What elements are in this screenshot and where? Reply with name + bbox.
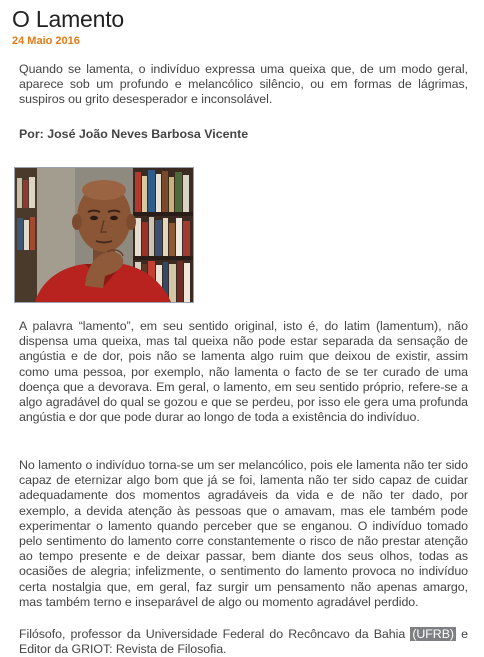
author-note: [19, 627, 468, 657]
post-title: O Lamento: [12, 6, 124, 32]
author-portrait-icon: [15, 168, 193, 302]
author-note-text: Filósofo, professor da Universidade Federal do Recôncavo da Bahia: [19, 627, 411, 641]
byline: Por: José João Neves Barbosa Vicente: [19, 127, 249, 141]
paragraph-2: No lamento o indivíduo torna-se um ser melancólico, pois ele lamenta não ter sido capaz de eternizar algo bom que já se foi, lamenta não ter sido capaz de cuidar adequadamente dos momentos agradáveis da vida e de não ter dado, por exemplo, a devida atenção às pessoas que o amavam, mas ele também pode experimentar o lamento quando perceber que se enganou. O indivíduo tomado pelo sentimento do lamento corre constantemente o risco de não prestar atenção ao tempo presente e de deixar passar, bem diante dos seus olhos, todas as ocasiões de alegria; infelizmente, o sentimento do lamento provoca no indivíduo certa nostalgia que, em geral, faz surgir um pensamento não apenas amargo, mas também terno e inseparável de algo ou momento agradável perdido.: [19, 458, 468, 609]
post-date: 24 Maio 2016: [12, 35, 80, 47]
intro-paragraph: Quando se lamenta, o indivíduo expressa uma queixa que, de um modo geral, aparece sob um profundo e melancólico silêncio, ou em formas de lágrimas, suspiros ou grito desesperador e inconsolável.: [19, 62, 468, 107]
author-photo: [14, 167, 194, 303]
paragraph-1: A palavra “lamento”, em seu sentido original, isto é, do latim (lamentum), não dispensa uma queixa, mas tal queixa não pode estar separada da sensação de angústia e de dor, pois não se lamenta algo ruim que deixou de existir, assim como uma pessoa, por exemplo, não lamenta o facto de se ter curado de uma doença que a devorava. Em geral, o lamento, em seu sentido próprio, refere-se a algo agradável do qual se gozou e que se perdeu, por isso ele gera uma profunda angústia e dor que pode durar ao longo de toda a existência do indivíduo.: [19, 319, 468, 425]
author-note-text-end: e Editor da GRIOT: Revista de Filosofia.: [19, 627, 468, 657]
ufrb-highlight: (UFRB): [412, 627, 454, 641]
